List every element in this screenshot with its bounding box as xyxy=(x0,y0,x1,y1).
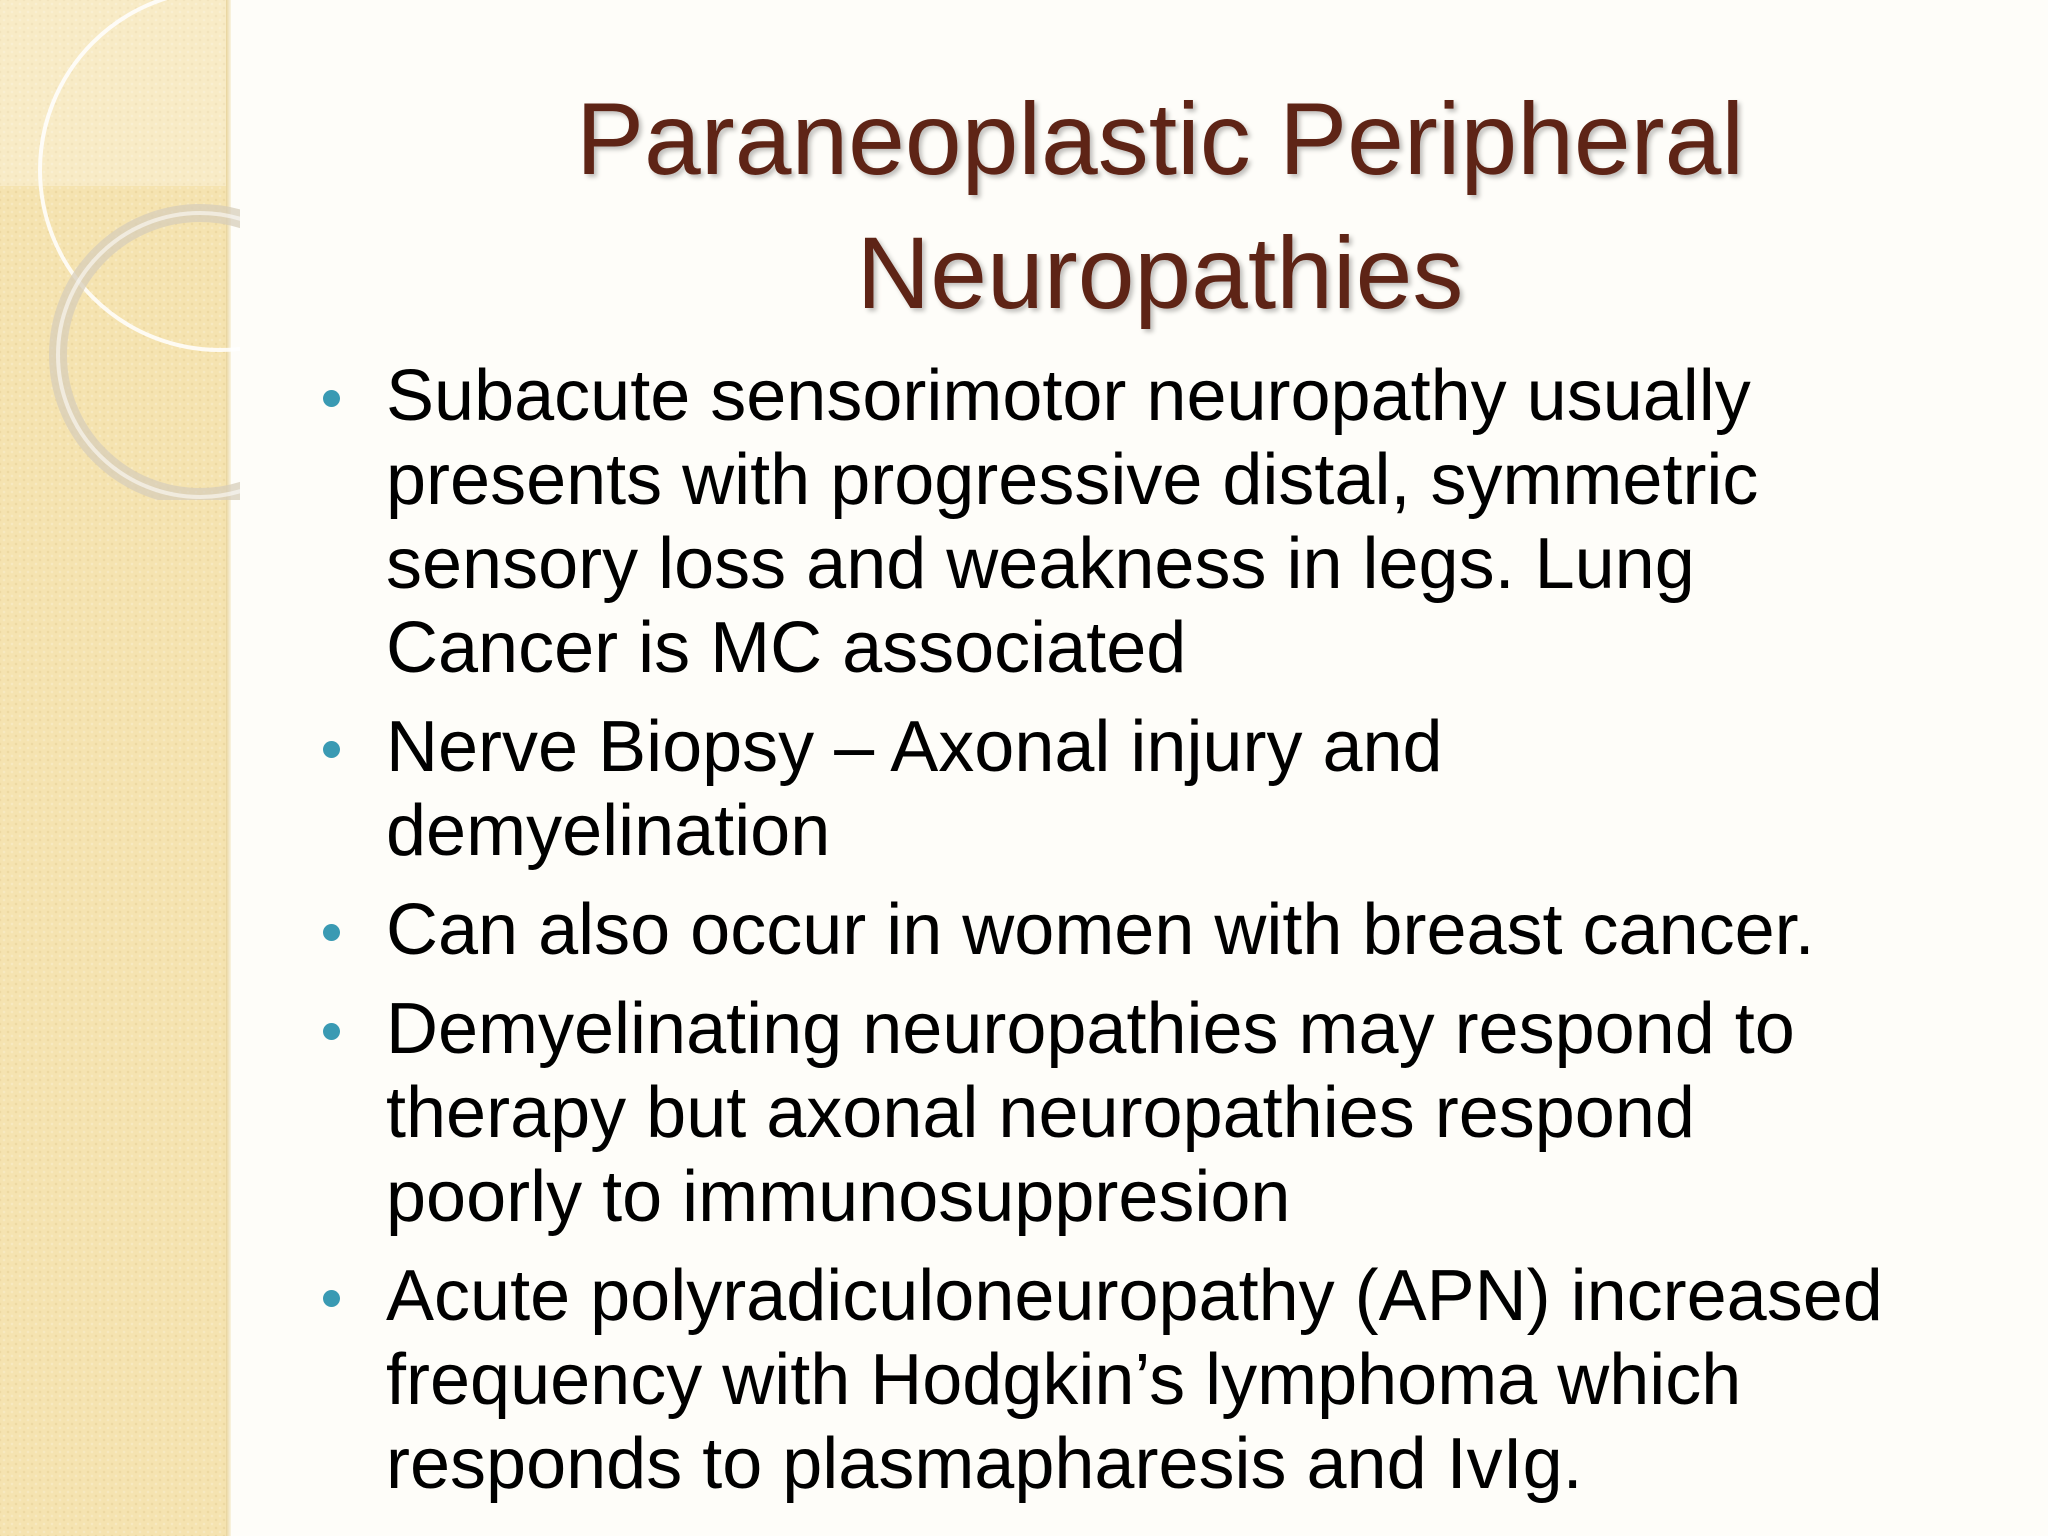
teal-dot-bullet-icon xyxy=(323,390,340,407)
bullet-item-breast-cancer xyxy=(318,888,2018,972)
bullet-item-nerve-biopsy xyxy=(318,705,2018,873)
bullet-text-line: Subacute sensorimotor neuropathy usually xyxy=(386,356,1751,436)
slide-title-line-1: Paraneoplastic Peripheral xyxy=(575,82,1745,196)
bullet-text-line: Acute polyradiculoneuropathy (APN) increased xyxy=(386,1256,1883,1336)
teal-dot-bullet-icon xyxy=(323,741,340,758)
slide-title-line-2: Neuropathies xyxy=(856,216,1464,330)
bullet-text-line: presents with progressive distal, symmetric xyxy=(386,440,1759,520)
bullet-text-line: responds to plasmapharesis and IvIg. xyxy=(386,1424,1583,1504)
bullet-text-line: demyelination xyxy=(386,791,831,871)
teal-dot-bullet-icon xyxy=(323,1023,340,1040)
bullet-item-demyelinating-therapy xyxy=(318,987,2018,1239)
bullet-list xyxy=(318,354,2018,1521)
slide-title xyxy=(420,72,1900,340)
bullet-text-line: frequency with Hodgkin’s lymphoma which xyxy=(386,1340,1742,1420)
bullet-text-line: sensory loss and weakness in legs. Lung xyxy=(386,524,1695,604)
bullet-text-line: poorly to immunosuppresion xyxy=(386,1157,1291,1237)
bullet-text-line: Can also occur in women with breast cancer. xyxy=(386,890,1815,970)
bullet-item-apn-hodgkins xyxy=(318,1254,2018,1506)
bullet-text-line: therapy but axonal neuropathies respond xyxy=(386,1073,1695,1153)
teal-dot-bullet-icon xyxy=(323,924,340,941)
bullet-item-subacute-neuropathy xyxy=(318,354,2018,690)
bullet-text-line: Cancer is MC associated xyxy=(386,608,1187,688)
bullet-text-line: Nerve Biopsy – Axonal injury and xyxy=(386,707,1443,787)
circle-ring-decoration xyxy=(0,0,240,500)
teal-dot-bullet-icon xyxy=(323,1290,340,1307)
bullet-text-line: Demyelinating neuropathies may respond to xyxy=(386,989,1795,1069)
